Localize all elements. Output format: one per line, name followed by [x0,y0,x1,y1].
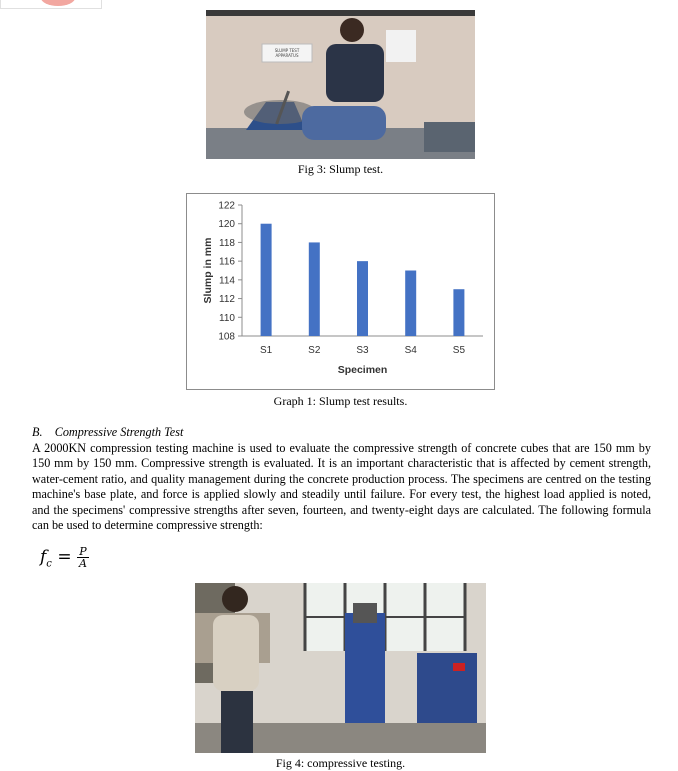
x-tick-label: S3 [356,345,369,356]
compressive-testing-photo-illustration [195,583,486,753]
bar-s2 [309,242,320,336]
slump-chart [186,193,495,390]
formula-fraction [77,546,89,569]
bar-s4 [405,271,416,337]
section-title: Compressive Strength Test [54,425,184,439]
photo-sign-text: SLUMP TEST APPARATUS [274,48,300,58]
bar-s5 [453,289,464,336]
slump-test-photo-illustration [206,10,475,159]
slump-test-photo [206,10,475,159]
x-tick-label: S5 [452,345,466,356]
logo-fragment [0,0,102,9]
y-tick-label: 108 [218,331,235,343]
y-tick-label: 118 [219,237,235,249]
y-axis-label: Slump in mm [202,237,214,304]
formula-lhs: f [40,547,47,567]
x-tick-label: S4 [404,345,417,356]
section-heading [32,425,632,440]
fig3-caption: Fig 3: Slump test. [297,162,384,176]
x-axis-label: Specimen [337,364,388,376]
formula-numerator: P [77,546,89,558]
y-tick-label: 116 [219,256,235,268]
compressive-testing-photo [195,583,486,753]
y-tick-label: 114 [219,275,235,287]
formula-lhs-subscript: c [46,558,52,570]
bar-s3 [357,261,368,336]
formula-equals: = [57,547,72,567]
y-tick-label: 122 [218,200,235,212]
section-paragraph: A 2000KN compression testing machine is used to evaluate the compressive strength of concrete cubes that are 150 mm by 150 mm by 150 mm. Compressive strength is evaluated. It is an important characteristic that is affected by cement strength, water-cement ratio, and quality management during the concrete production process. The specimens are centred on the testing machine's base plate, and force is applied slowly and steadily until failure. For every test, the highest load applied is noted, and the specimens' compressive strengths after seven, fourteen, and twenty-eight days are calculated. The following formula can be used to determine compressive strength: [32,441,651,533]
formula-denominator: A [78,557,87,570]
x-tick-label: S2 [308,345,321,356]
bar-s1 [261,224,272,336]
fig4-caption: Fig 4: compressive testing. [275,756,406,770]
slump-chart-svg [187,194,494,389]
y-tick-label: 110 [219,312,235,324]
y-tick-label: 120 [218,219,235,231]
section-number: B. [32,425,43,439]
compressive-strength-formula [40,546,89,569]
x-tick-label: S1 [259,345,273,356]
graph1-caption: Graph 1: Slump test results. [273,394,408,408]
y-tick-label: 112 [219,294,235,306]
